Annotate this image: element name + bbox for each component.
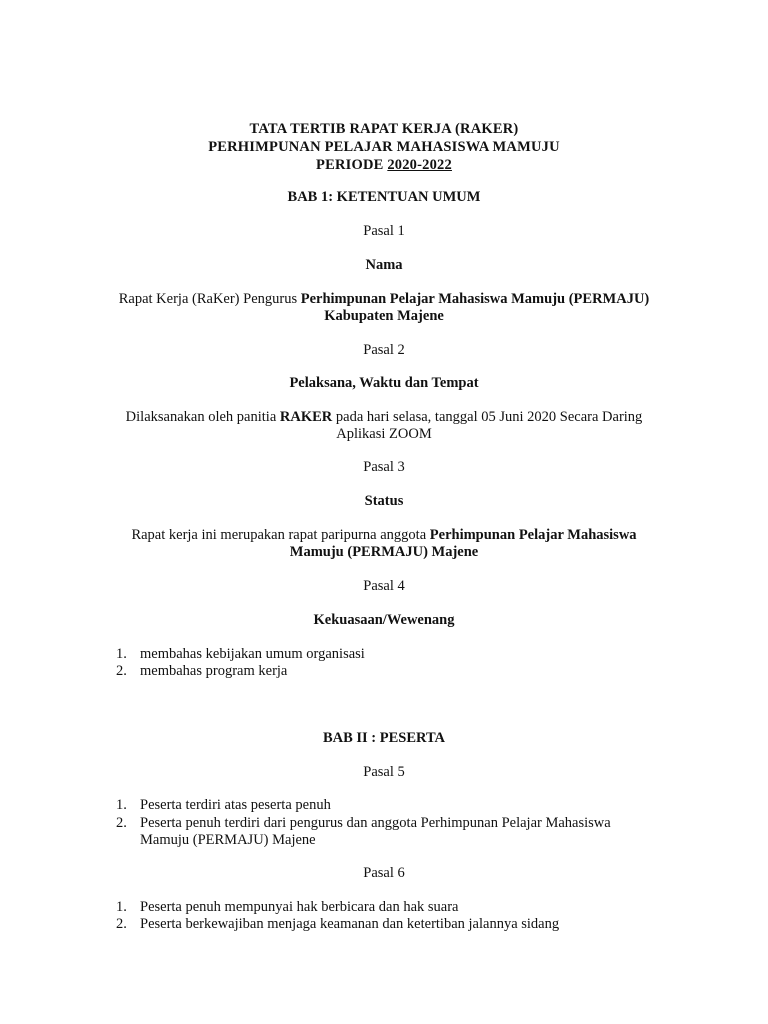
list-item [116, 899, 676, 916]
period-prefix: PERIODE [316, 157, 388, 173]
list-item [116, 646, 676, 663]
bab2-heading: BAB II : PESERTA [322, 730, 446, 746]
pasal3-text-line-2: Mamuju (PERMAJU) Majene [289, 544, 479, 560]
pasal3-heading: Status [364, 493, 404, 509]
list-text: membahas program kerja [140, 663, 288, 679]
pasal4-label: Pasal 4 [363, 578, 405, 594]
doc-title-line-1: TATA TERTIB RAPAT KERJA (RAKER) [249, 121, 519, 137]
list-text: Peserta berkewajiban menjaga keamanan dan ketertiban jalannya sidang [140, 916, 560, 932]
bab1-heading: BAB 1: KETENTUAN UMUM [287, 189, 481, 205]
list-item [116, 815, 676, 849]
list-item [116, 663, 676, 680]
pasal1-label: Pasal 1 [363, 223, 405, 239]
pasal1-text-org: Perhimpunan Pelajar Mahasiswa Mamuju (PERMAJU) [300, 291, 650, 307]
pasal2-label: Pasal 2 [363, 342, 405, 358]
list-number: 2. [116, 815, 127, 831]
pasal3-label: Pasal 3 [363, 459, 405, 475]
list-item [116, 916, 676, 933]
list-number: 1. [116, 646, 127, 662]
pasal1-text-plain: Rapat Kerja (RaKer) Pengurus [118, 291, 301, 307]
pasal5-label: Pasal 5 [363, 764, 405, 780]
pasal3-text-plain: Rapat kerja ini merupakan rapat paripurna anggota [131, 527, 430, 543]
list-number: 1. [116, 797, 127, 813]
pasal2-text-raker: RAKER [279, 409, 333, 425]
list-text: Peserta penuh mempunyai hak berbicara dan hak suara [140, 899, 459, 915]
pasal2-text-a: Dilaksanakan oleh panitia [125, 409, 280, 425]
pasal4-heading: Kekuasaan/Wewenang [313, 612, 455, 628]
pasal2-text-line-1 [0, 409, 768, 426]
list-item [116, 797, 676, 814]
doc-title-line-3 [0, 157, 768, 174]
pasal3-text-line-1 [0, 527, 768, 544]
pasal2-text-b: pada hari selasa, tanggal 05 Juni 2020 Secara Daring [332, 409, 643, 425]
pasal6-label: Pasal 6 [363, 865, 405, 881]
doc-title-line-2: PERHIMPUNAN PELAJAR MAHASISWA MAMUJU [208, 139, 560, 155]
list-text: membahas kebijakan umum organisasi [140, 646, 365, 662]
pasal1-heading: Nama [365, 257, 403, 273]
pasal1-text-line-1 [0, 291, 768, 308]
list-number: 1. [116, 899, 127, 915]
pasal2-heading: Pelaksana, Waktu dan Tempat [289, 375, 479, 391]
pasal3-text-org: Perhimpunan Pelajar Mahasiswa [429, 527, 637, 543]
period-years: 2020-2022 [387, 157, 452, 173]
list-number: 2. [116, 663, 127, 679]
pasal1-text-line-2: Kabupaten Majene [324, 308, 444, 324]
list-number: 2. [116, 916, 127, 932]
list-text: Peserta penuh terdiri dari pengurus dan anggota Perhimpunan Pelajar Mahasiswa [140, 815, 611, 831]
list-text: Peserta terdiri atas peserta penuh [140, 797, 331, 813]
list-text-continued: Mamuju (PERMAJU) Majene [140, 832, 316, 848]
pasal2-text-line-2: Aplikasi ZOOM [336, 426, 432, 442]
